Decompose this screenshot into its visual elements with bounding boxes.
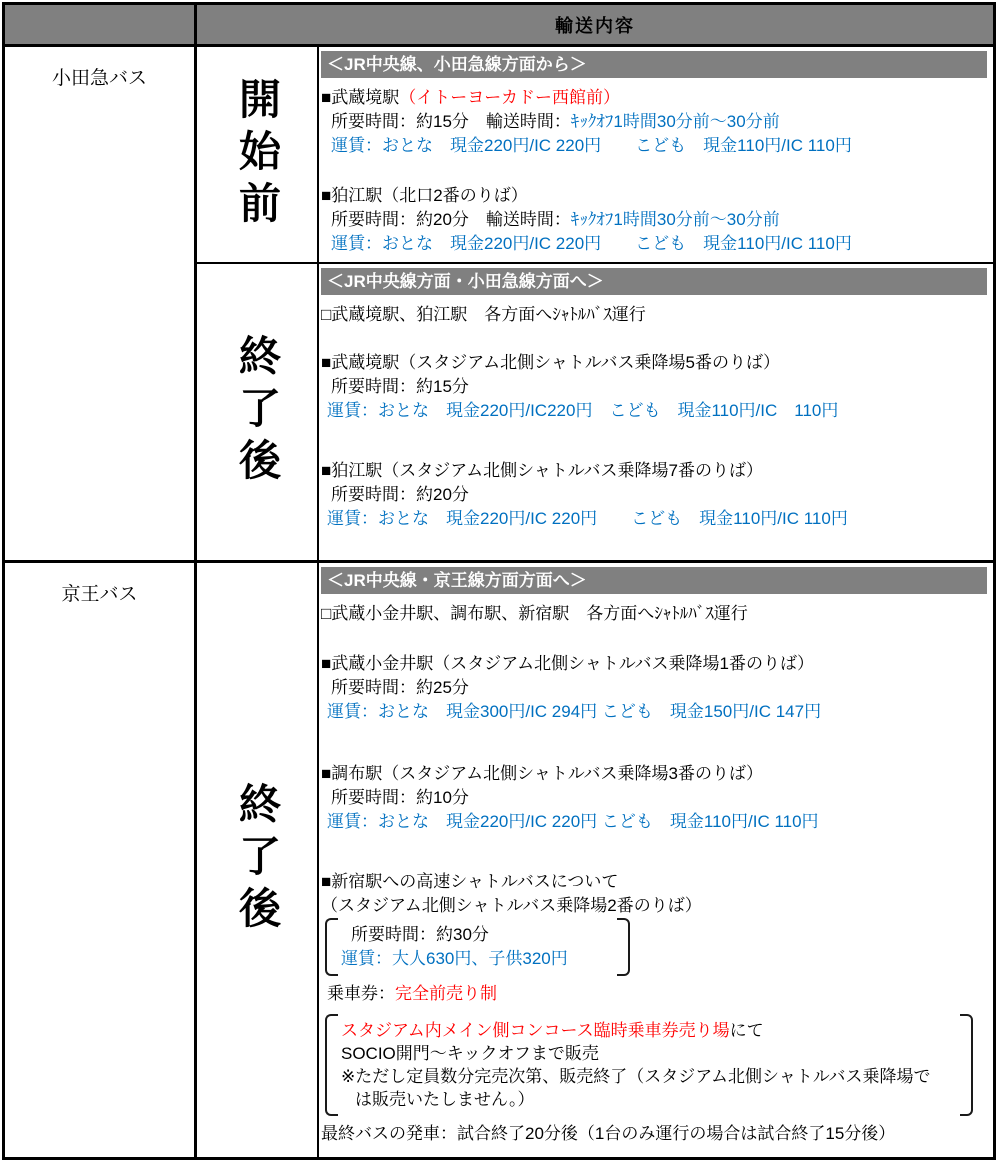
keio-after-content xyxy=(319,563,993,1157)
odakyu-before-content xyxy=(319,47,993,264)
sales-note-line2: は販売いたしません。） xyxy=(355,1090,535,1109)
direction-band: ＜JR中央線、小田急線方面から＞ xyxy=(321,51,987,78)
operator-odakyu: 小田急バス xyxy=(5,47,197,560)
time-line: 所要時間：約15分 輸送時間：ｷｯｸｵﾌ1時間30分前～30分前 xyxy=(331,112,780,131)
time-line: 所要時間：約25分 xyxy=(331,678,469,697)
stop-name-note: （イトーヨーカドー西館前） xyxy=(399,88,620,107)
direction-band: ＜JR中央線・京王線方面方面へ＞ xyxy=(321,567,987,594)
header-corner-cell xyxy=(5,5,197,44)
stop-name: ■狛江駅（スタジアム北側シャトルバス乗降場7番のりば） xyxy=(321,461,764,480)
table-header-row xyxy=(5,5,993,47)
fare-line: 運賃：おとな 現金220円/IC 220円 こども 現金110円/IC 110円 xyxy=(327,509,848,528)
phase-after-match: 終了後 xyxy=(197,264,319,560)
fare-line: 運賃：おとな 現金220円/IC 220円 こども 現金110円/IC 110円 xyxy=(331,234,852,253)
time-line: 所要時間：約10分 xyxy=(331,788,469,807)
direction-band: ＜JR中央線方面・小田急線方面へ＞ xyxy=(321,268,987,295)
phase-before-kickoff: 開始前 xyxy=(197,47,319,264)
fare-line: 運賃：おとな 現金220円/IC 220円 こども 現金110円/IC 110円 xyxy=(327,812,819,831)
intro-line: □武蔵小金井駅、調布駅、新宿駅 各方面へｼｬﾄﾙﾊﾞｽ運行 xyxy=(321,604,748,623)
transport-window: ｷｯｸｵﾌ1時間30分前～30分前 xyxy=(570,210,780,229)
last-bus-line: 最終バスの発車：試合終了20分後（1台のみ運行の場合は試合終了15分後） xyxy=(321,1124,896,1143)
time-line: 所要時間：約30分 xyxy=(351,925,489,944)
sales-period-line: SOCIO開門～キックオフまで販売 xyxy=(341,1044,599,1063)
time-line: 所要時間：約15分 xyxy=(331,377,469,396)
stop-name: ■調布駅（スタジアム北側シャトルバス乗降場3番のりば） xyxy=(321,764,764,783)
time-line: 所要時間：約20分 輸送時間：ｷｯｸｵﾌ1時間30分前～30分前 xyxy=(331,210,780,229)
express-fare-bracket xyxy=(325,918,630,976)
row-odakyu xyxy=(5,47,993,563)
fare-line: 運賃：大人630円、子供320円 xyxy=(341,949,568,968)
stop-name: ■武蔵小金井駅（スタジアム北側シャトルバス乗降場1番のりば） xyxy=(321,654,815,673)
sales-place: スタジアム内メイン側コンコース臨時乗車券売り場 xyxy=(341,1021,730,1040)
intro-line: □武蔵境駅、狛江駅 各方面へｼｬﾄﾙﾊﾞｽ運行 xyxy=(321,305,646,324)
ticket-sales-bracket xyxy=(325,1014,973,1116)
row-keio xyxy=(5,563,993,1157)
time-line: 所要時間：約20分 xyxy=(331,485,469,504)
ticket-policy: 完全前売り制 xyxy=(395,984,497,1003)
transport-table xyxy=(2,2,996,1160)
fare-line: 運賃：おとな 現金220円/IC 220円 こども 現金110円/IC 110円 xyxy=(331,136,852,155)
page-title: 輸送内容 xyxy=(197,5,993,44)
operator-keio: 京王バス xyxy=(5,563,197,1157)
stop-name: ■狛江駅（北口2番のりば） xyxy=(321,186,528,205)
ticket-line: 乗車券：完全前売り制 xyxy=(327,984,497,1003)
stop-name: ■武蔵境駅（イトーヨーカドー西館前） xyxy=(321,88,620,107)
fare-line: 運賃：おとな 現金300円/IC 294円 こども 現金150円/IC 147円 xyxy=(327,702,822,721)
fare-line: 運賃：おとな 現金220円/IC220円 こども 現金110円/IC 110円 xyxy=(327,401,839,420)
sales-place-line: スタジアム内メイン側コンコース臨時乗車券売り場にて xyxy=(341,1021,764,1040)
sales-note-line1: ※ただし定員数分完売次第、販売終了（スタジアム北側シャトルバス乗降場で xyxy=(341,1067,931,1086)
stop-subtitle: （スタジアム北側シャトルバス乗降場2番のりば） xyxy=(321,896,702,915)
phase-after-match: 終了後 xyxy=(197,563,319,1157)
stop-name: ■武蔵境駅（スタジアム北側シャトルバス乗降場5番のりば） xyxy=(321,353,781,372)
odakyu-after-content xyxy=(319,264,993,560)
transport-window: ｷｯｸｵﾌ1時間30分前～30分前 xyxy=(570,112,780,131)
stop-name: ■新宿駅への高速シャトルバスについて xyxy=(321,872,619,891)
